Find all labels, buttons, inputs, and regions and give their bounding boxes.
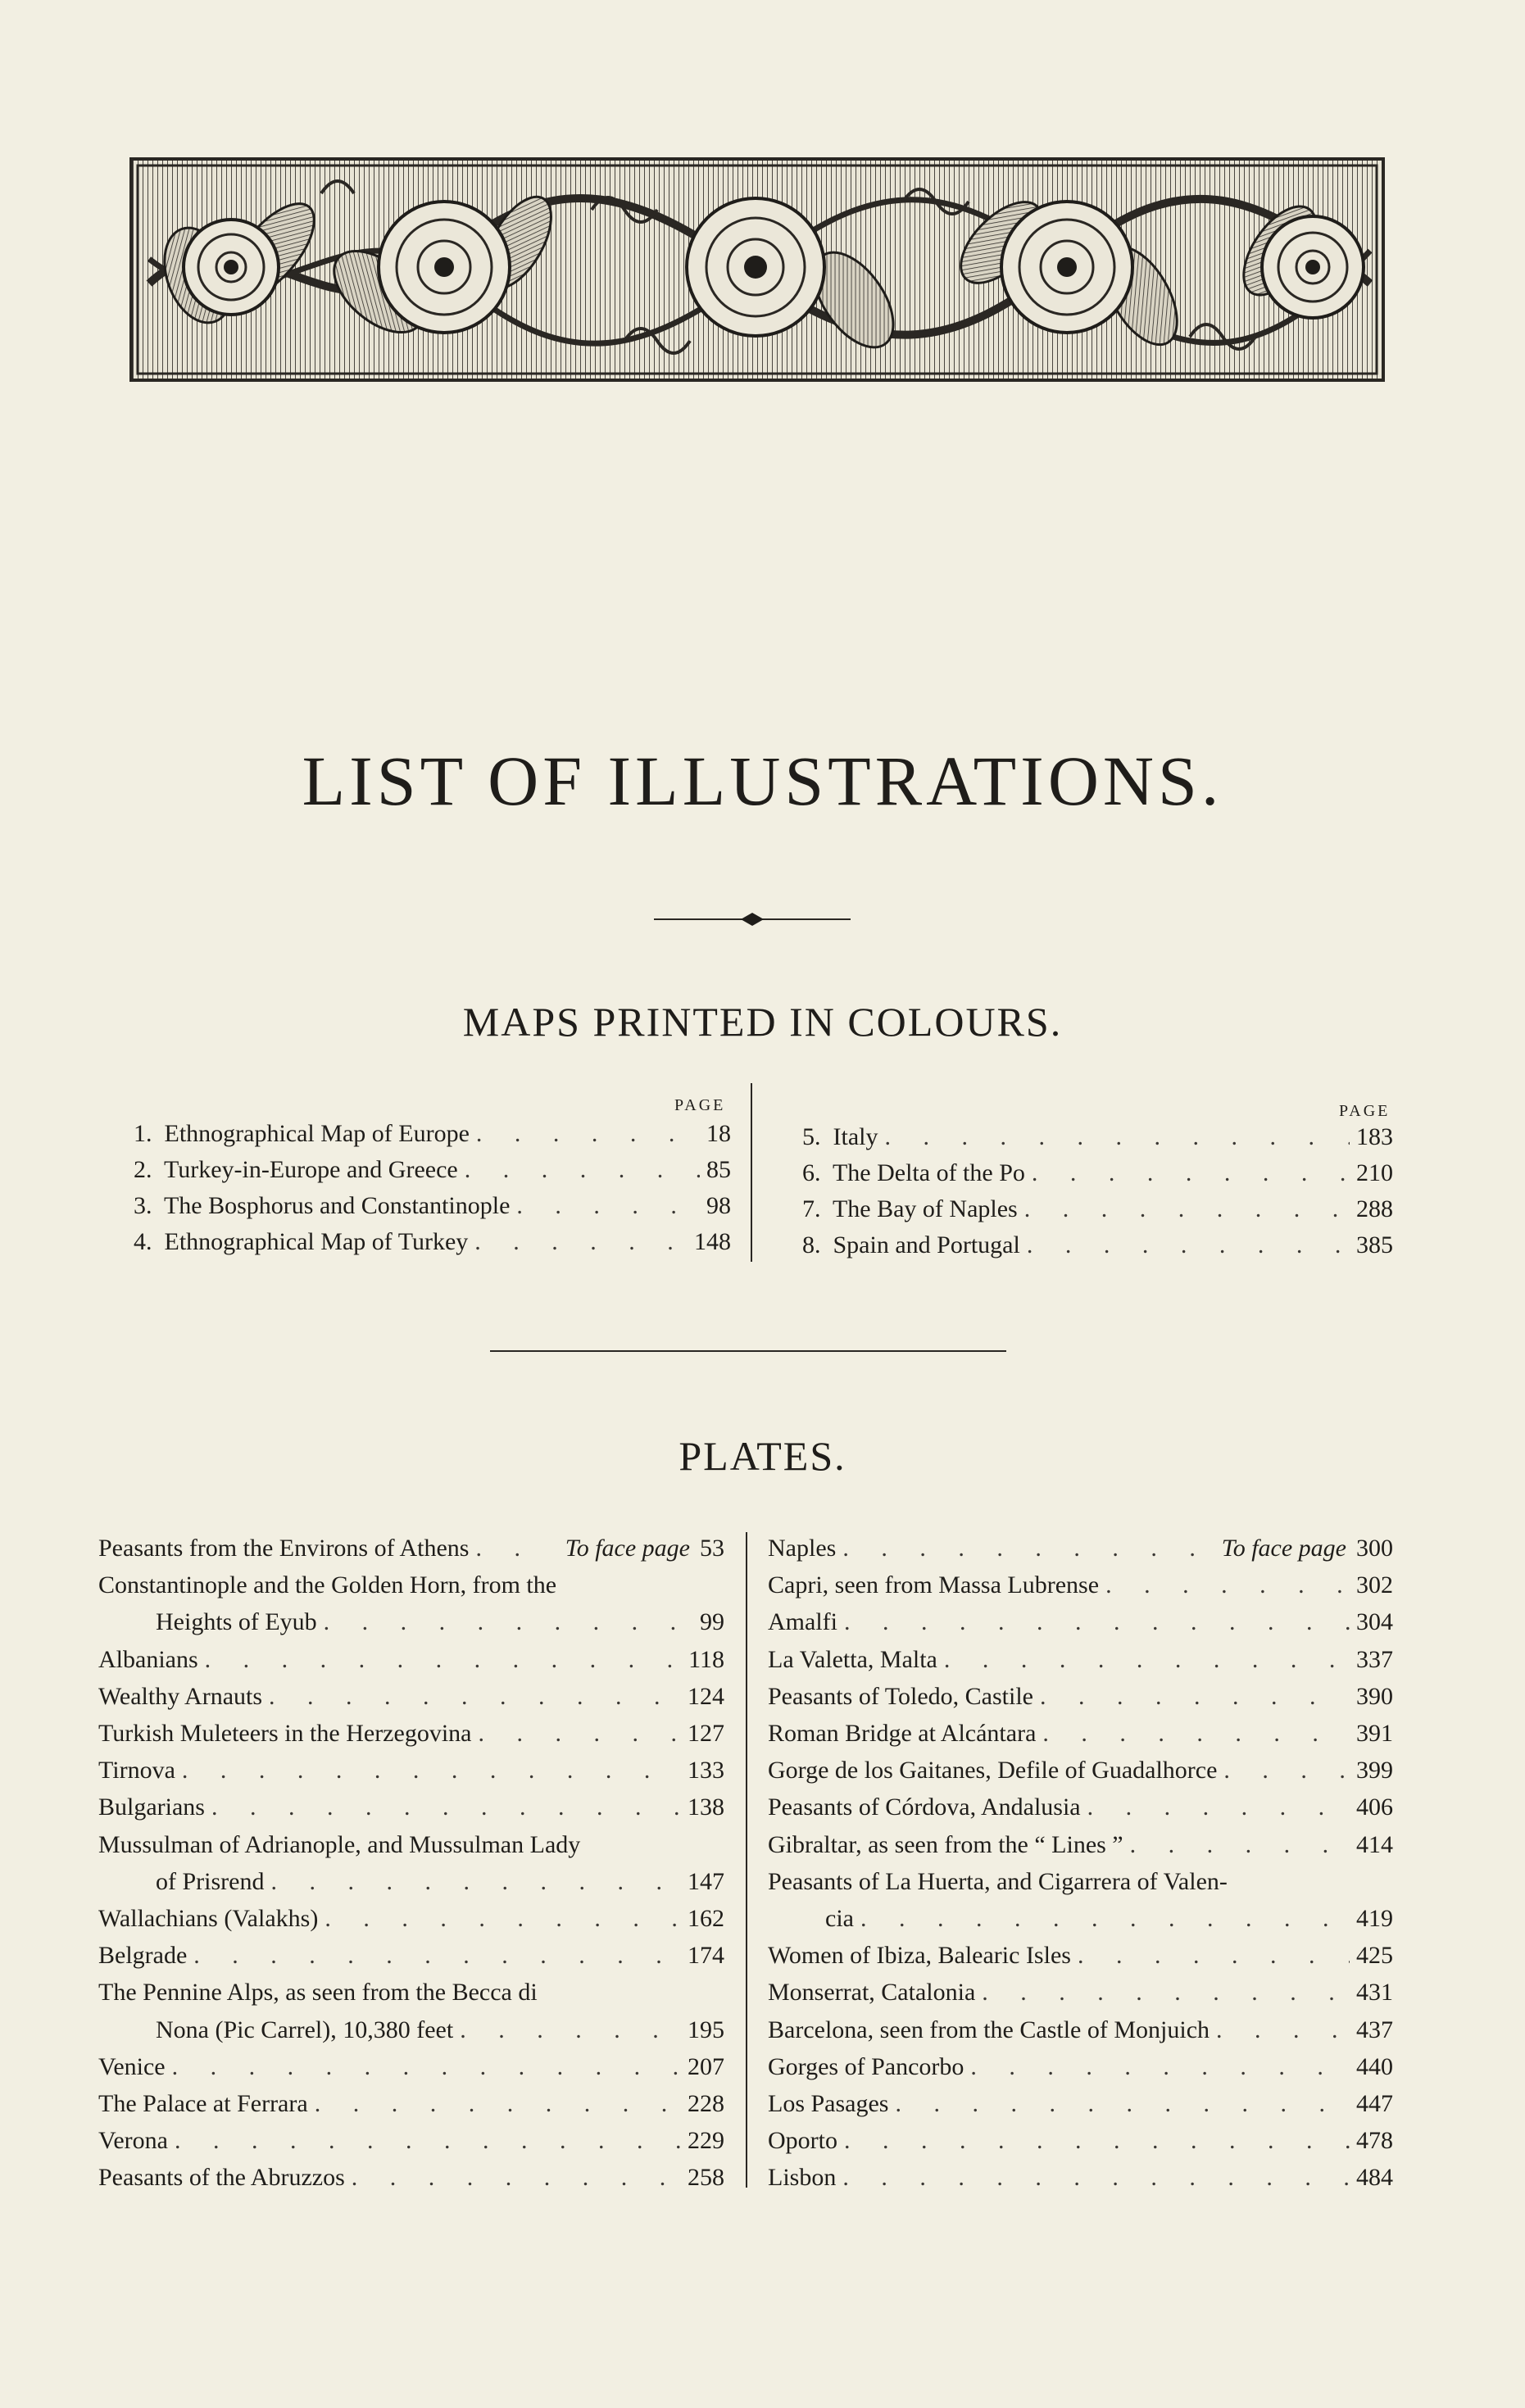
- floral-ornament-icon: [133, 161, 1382, 379]
- plate-entry-page: 258: [688, 2164, 724, 2192]
- map-entry-title: 3. The Bosphorus and Constantinople: [134, 1192, 511, 1219]
- plate-entry: [768, 2012, 1393, 2048]
- plate-entry-page: 53: [700, 1535, 724, 1562]
- map-entry-page: 148: [694, 1228, 731, 1255]
- plate-entry-title: Wealthy Arnauts: [98, 1682, 263, 1710]
- maps-left-page-header: PAGE: [674, 1096, 726, 1114]
- plate-entry-title: The Pennine Alps, as seen from the Becca di: [98, 1979, 538, 2007]
- plate-entry-title: Los Pasages: [768, 2090, 889, 2117]
- plate-entry-title: Albanians: [98, 1645, 198, 1673]
- dot-leader: [460, 2012, 681, 2048]
- dot-leader: [1040, 1679, 1350, 1715]
- plate-entry: [98, 2086, 724, 2122]
- plate-entry-title: Bulgarians: [98, 1794, 205, 1821]
- map-entry-title: 1. Ethnographical Map of Europe: [134, 1120, 470, 1147]
- dot-leader: [325, 1901, 681, 1937]
- map-entry-title: 5. Italy: [802, 1123, 878, 1150]
- plate-entry-page: 229: [688, 2127, 724, 2155]
- dot-leader: [476, 1116, 700, 1152]
- map-entry-page: 288: [1356, 1195, 1393, 1222]
- plate-entry-line: [768, 1864, 1393, 1900]
- dot-leader: [211, 1789, 681, 1825]
- plate-entry-title: Naples: [768, 1535, 837, 1562]
- plate-entry-page: 127: [688, 1720, 724, 1747]
- dot-leader: [324, 1604, 693, 1640]
- page-title: LIST OF ILLUSTRATIONS.: [302, 741, 1223, 820]
- plate-entry-title: Gorges of Pancorbo: [768, 2052, 964, 2080]
- plate-entry: [98, 1679, 724, 1715]
- dot-leader: [352, 2160, 681, 2196]
- plate-entry: [156, 1864, 724, 1900]
- map-entry-title: 2. Turkey-in-Europe and Greece: [134, 1156, 458, 1183]
- plate-entry: [768, 2049, 1393, 2085]
- dot-leader: [475, 1531, 551, 1567]
- maps-right-page-header: PAGE: [1339, 1102, 1391, 1120]
- plate-entry-title: Nona (Pic Carrel), 10,380 feet: [156, 2016, 454, 2043]
- plates-section-heading: PLATES.: [679, 1433, 846, 1479]
- plate-entry-page: 207: [688, 2052, 724, 2080]
- map-entry-title: 6. The Delta of the Po: [802, 1159, 1025, 1186]
- plate-entry-title: The Palace at Ferrara: [98, 2090, 308, 2117]
- plate-entry-title: Gibraltar, as seen from the “ Lines ”: [768, 1830, 1123, 1858]
- dot-leader: [860, 1901, 1350, 1937]
- plate-entry: [98, 2160, 724, 2196]
- map-entry: [802, 1155, 1393, 1191]
- plate-entry-title: Tirnova: [98, 1757, 175, 1784]
- plate-entry: [768, 1789, 1393, 1825]
- plate-entry: [98, 1901, 724, 1937]
- plate-entry: [768, 1716, 1393, 1752]
- plates-column-divider: [746, 1532, 747, 2188]
- map-entry-page: 85: [706, 1156, 731, 1183]
- plate-entry-line: [98, 1827, 724, 1863]
- map-entry: [134, 1188, 731, 1224]
- plate-entry: [768, 1938, 1393, 1974]
- plate-entry-title: cia: [825, 1905, 854, 1932]
- plate-entry-page: 419: [1356, 1905, 1393, 1932]
- dot-leader: [193, 1938, 681, 1974]
- plate-entry: [98, 1789, 724, 1825]
- plate-entry-page: 133: [688, 1757, 724, 1784]
- map-entry-page: 385: [1356, 1231, 1393, 1258]
- dot-leader: [1087, 1789, 1350, 1825]
- plate-entry-title: Lisbon: [768, 2164, 837, 2192]
- dot-leader: [1024, 1191, 1350, 1227]
- map-entry: [802, 1227, 1393, 1263]
- section-divider-rule: [490, 1350, 1006, 1352]
- plate-entry-page: 174: [688, 1942, 724, 1970]
- dot-leader: [175, 2123, 681, 2159]
- dot-leader: [172, 2049, 681, 2085]
- dot-leader: [842, 1531, 1208, 1567]
- plate-entry-page: 478: [1356, 2127, 1393, 2155]
- plate-entry-page: 302: [1356, 1571, 1393, 1599]
- ornamental-header-band: [129, 157, 1385, 382]
- dot-leader: [1216, 2012, 1350, 2048]
- plate-entry-page: 431: [1356, 1979, 1393, 2007]
- to-face-page-label: To face page: [565, 1535, 690, 1562]
- plate-entry-page: 99: [700, 1608, 724, 1636]
- plate-entry-title: Amalfi: [768, 1608, 837, 1636]
- plate-entry-page: 484: [1356, 2164, 1393, 2192]
- plate-entry-title: Heights of Eyub: [156, 1608, 317, 1636]
- plate-entry: [98, 1938, 724, 1974]
- plate-entry-title: Gorge de los Gaitanes, Defile of Guadalhorce: [768, 1757, 1218, 1784]
- dot-leader: [1130, 1827, 1350, 1863]
- plate-entry: [768, 1604, 1393, 1640]
- plate-entry-page: 406: [1356, 1794, 1393, 1821]
- map-entry: [134, 1116, 731, 1152]
- plate-entry-title: Monserrat, Catalonia: [768, 1979, 976, 2007]
- plate-entry-title: Peasants of Córdova, Andalusia: [768, 1794, 1081, 1821]
- plate-entry: [768, 2086, 1393, 2122]
- dot-leader: [884, 1119, 1350, 1155]
- dot-leader: [982, 1975, 1350, 2011]
- plate-entry-title: Peasants of Toledo, Castile: [768, 1682, 1033, 1710]
- plate-entry-page: 440: [1356, 2052, 1393, 2080]
- dot-leader: [844, 1604, 1350, 1640]
- dot-leader: [1042, 1716, 1350, 1752]
- plate-entry-page: 118: [688, 1645, 724, 1673]
- plate-entry-title: Peasants of the Abruzzos: [98, 2164, 345, 2192]
- dot-leader: [1027, 1227, 1350, 1263]
- plate-entry-title: Peasants of La Huerta, and Cigarrera of Valen-: [768, 1867, 1228, 1895]
- plate-entry-title: Verona: [98, 2127, 168, 2155]
- maps-column-divider: [751, 1083, 752, 1262]
- plate-entry-page: 162: [688, 1905, 724, 1932]
- map-entry-title: 7. The Bay of Naples: [802, 1195, 1018, 1222]
- dot-leader: [895, 2086, 1350, 2122]
- map-entry: [134, 1224, 731, 1260]
- plate-entry-page: 399: [1356, 1757, 1393, 1784]
- plate-entry: [98, 1642, 724, 1678]
- dot-leader: [474, 1224, 688, 1260]
- maps-section-heading: MAPS PRINTED IN COLOURS.: [462, 999, 1063, 1045]
- plate-entry-title: Wallachians (Valakhs): [98, 1905, 319, 1932]
- plate-entry-title: Turkish Muleteers in the Herzegovina: [98, 1720, 472, 1747]
- plate-entry: [98, 1531, 724, 1567]
- plate-entry: [98, 1753, 724, 1789]
- dot-leader: [844, 2123, 1350, 2159]
- plate-entry: [156, 2012, 724, 2048]
- plate-entry-title: Capri, seen from Massa Lubrense: [768, 1571, 1100, 1599]
- map-entry-page: 18: [706, 1120, 731, 1147]
- plate-entry-title: Belgrade: [98, 1942, 188, 1970]
- dot-leader: [270, 1864, 681, 1900]
- plate-entry: [768, 1827, 1393, 1863]
- plate-entry-line: [98, 1975, 724, 2011]
- plate-entry: [768, 1975, 1393, 2011]
- map-entry-title: 4. Ethnographical Map of Turkey: [134, 1228, 469, 1255]
- plate-entry-title: Venice: [98, 2052, 166, 2080]
- plate-entry-title: Mussulman of Adrianople, and Mussulman Lady: [98, 1830, 581, 1858]
- plate-entry-page: 228: [688, 2090, 724, 2117]
- map-entry-title: 8. Spain and Portugal: [802, 1231, 1020, 1258]
- plate-entry-page: 300: [1356, 1535, 1393, 1562]
- dot-leader: [1032, 1155, 1350, 1191]
- dot-leader: [315, 2086, 681, 2122]
- plate-entry: [98, 2123, 724, 2159]
- plate-entry-page: 414: [1356, 1830, 1393, 1858]
- plate-entry-title: Oporto: [768, 2127, 837, 2155]
- plate-entry-page: 437: [1356, 2016, 1393, 2043]
- plate-entry-title: Constantinople and the Golden Horn, from the: [98, 1571, 557, 1599]
- dot-leader: [516, 1188, 700, 1224]
- dot-leader: [944, 1642, 1350, 1678]
- map-entry: [134, 1152, 731, 1188]
- plate-entry-page: 304: [1356, 1608, 1393, 1636]
- plate-entry-page: 124: [688, 1682, 724, 1710]
- plate-entry-title: La Valetta, Malta: [768, 1645, 937, 1673]
- plate-entry-page: 391: [1356, 1720, 1393, 1747]
- plate-entry-title: Roman Bridge at Alcántara: [768, 1720, 1037, 1747]
- dot-leader: [970, 2049, 1350, 2085]
- dot-leader: [1223, 1753, 1350, 1789]
- plate-entry: [825, 1901, 1393, 1937]
- plate-entry-title: Women of Ibiza, Balearic Isles: [768, 1942, 1071, 1970]
- plate-entry: [768, 1679, 1393, 1715]
- plate-entry: [768, 1753, 1393, 1789]
- to-face-page-label: To face page: [1221, 1535, 1346, 1562]
- dot-leader: [1105, 1567, 1350, 1603]
- plate-entry-line: [98, 1567, 724, 1603]
- plate-entry-title: Barcelona, seen from the Castle of Monjuich: [768, 2016, 1210, 2043]
- plate-entry-page: 337: [1356, 1645, 1393, 1673]
- plate-entry-page: 425: [1356, 1942, 1393, 1970]
- plate-entry: [98, 1716, 724, 1752]
- plate-entry: [156, 1604, 724, 1640]
- plate-entry-title: of Prisrend: [156, 1867, 265, 1895]
- dot-leader: [269, 1679, 681, 1715]
- dot-leader: [205, 1642, 682, 1678]
- plate-entry: [768, 2123, 1393, 2159]
- dot-leader: [1078, 1938, 1350, 1974]
- dot-leader: [465, 1152, 700, 1188]
- plate-entry: [768, 1531, 1393, 1567]
- title-divider-ornament: [654, 909, 851, 929]
- dot-leader: [182, 1753, 681, 1789]
- map-entry-page: 98: [706, 1192, 731, 1219]
- plate-entry-title: Peasants from the Environs of Athens: [98, 1535, 470, 1562]
- plate-entry: [768, 1567, 1393, 1603]
- plate-entry: [98, 2049, 724, 2085]
- map-entry-page: 210: [1356, 1159, 1393, 1186]
- map-entry: [802, 1191, 1393, 1227]
- plate-entry-page: 147: [688, 1867, 724, 1895]
- plate-entry: [768, 1642, 1393, 1678]
- dot-leader: [842, 2160, 1350, 2196]
- plate-entry-page: 447: [1356, 2090, 1393, 2117]
- plate-entry-page: 195: [688, 2016, 724, 2043]
- plate-entry: [768, 2160, 1393, 2196]
- plate-entry-page: 390: [1356, 1682, 1393, 1710]
- map-entry: [802, 1119, 1393, 1155]
- map-entry-page: 183: [1356, 1123, 1393, 1150]
- plate-entry-page: 138: [688, 1794, 724, 1821]
- dot-leader: [478, 1716, 681, 1752]
